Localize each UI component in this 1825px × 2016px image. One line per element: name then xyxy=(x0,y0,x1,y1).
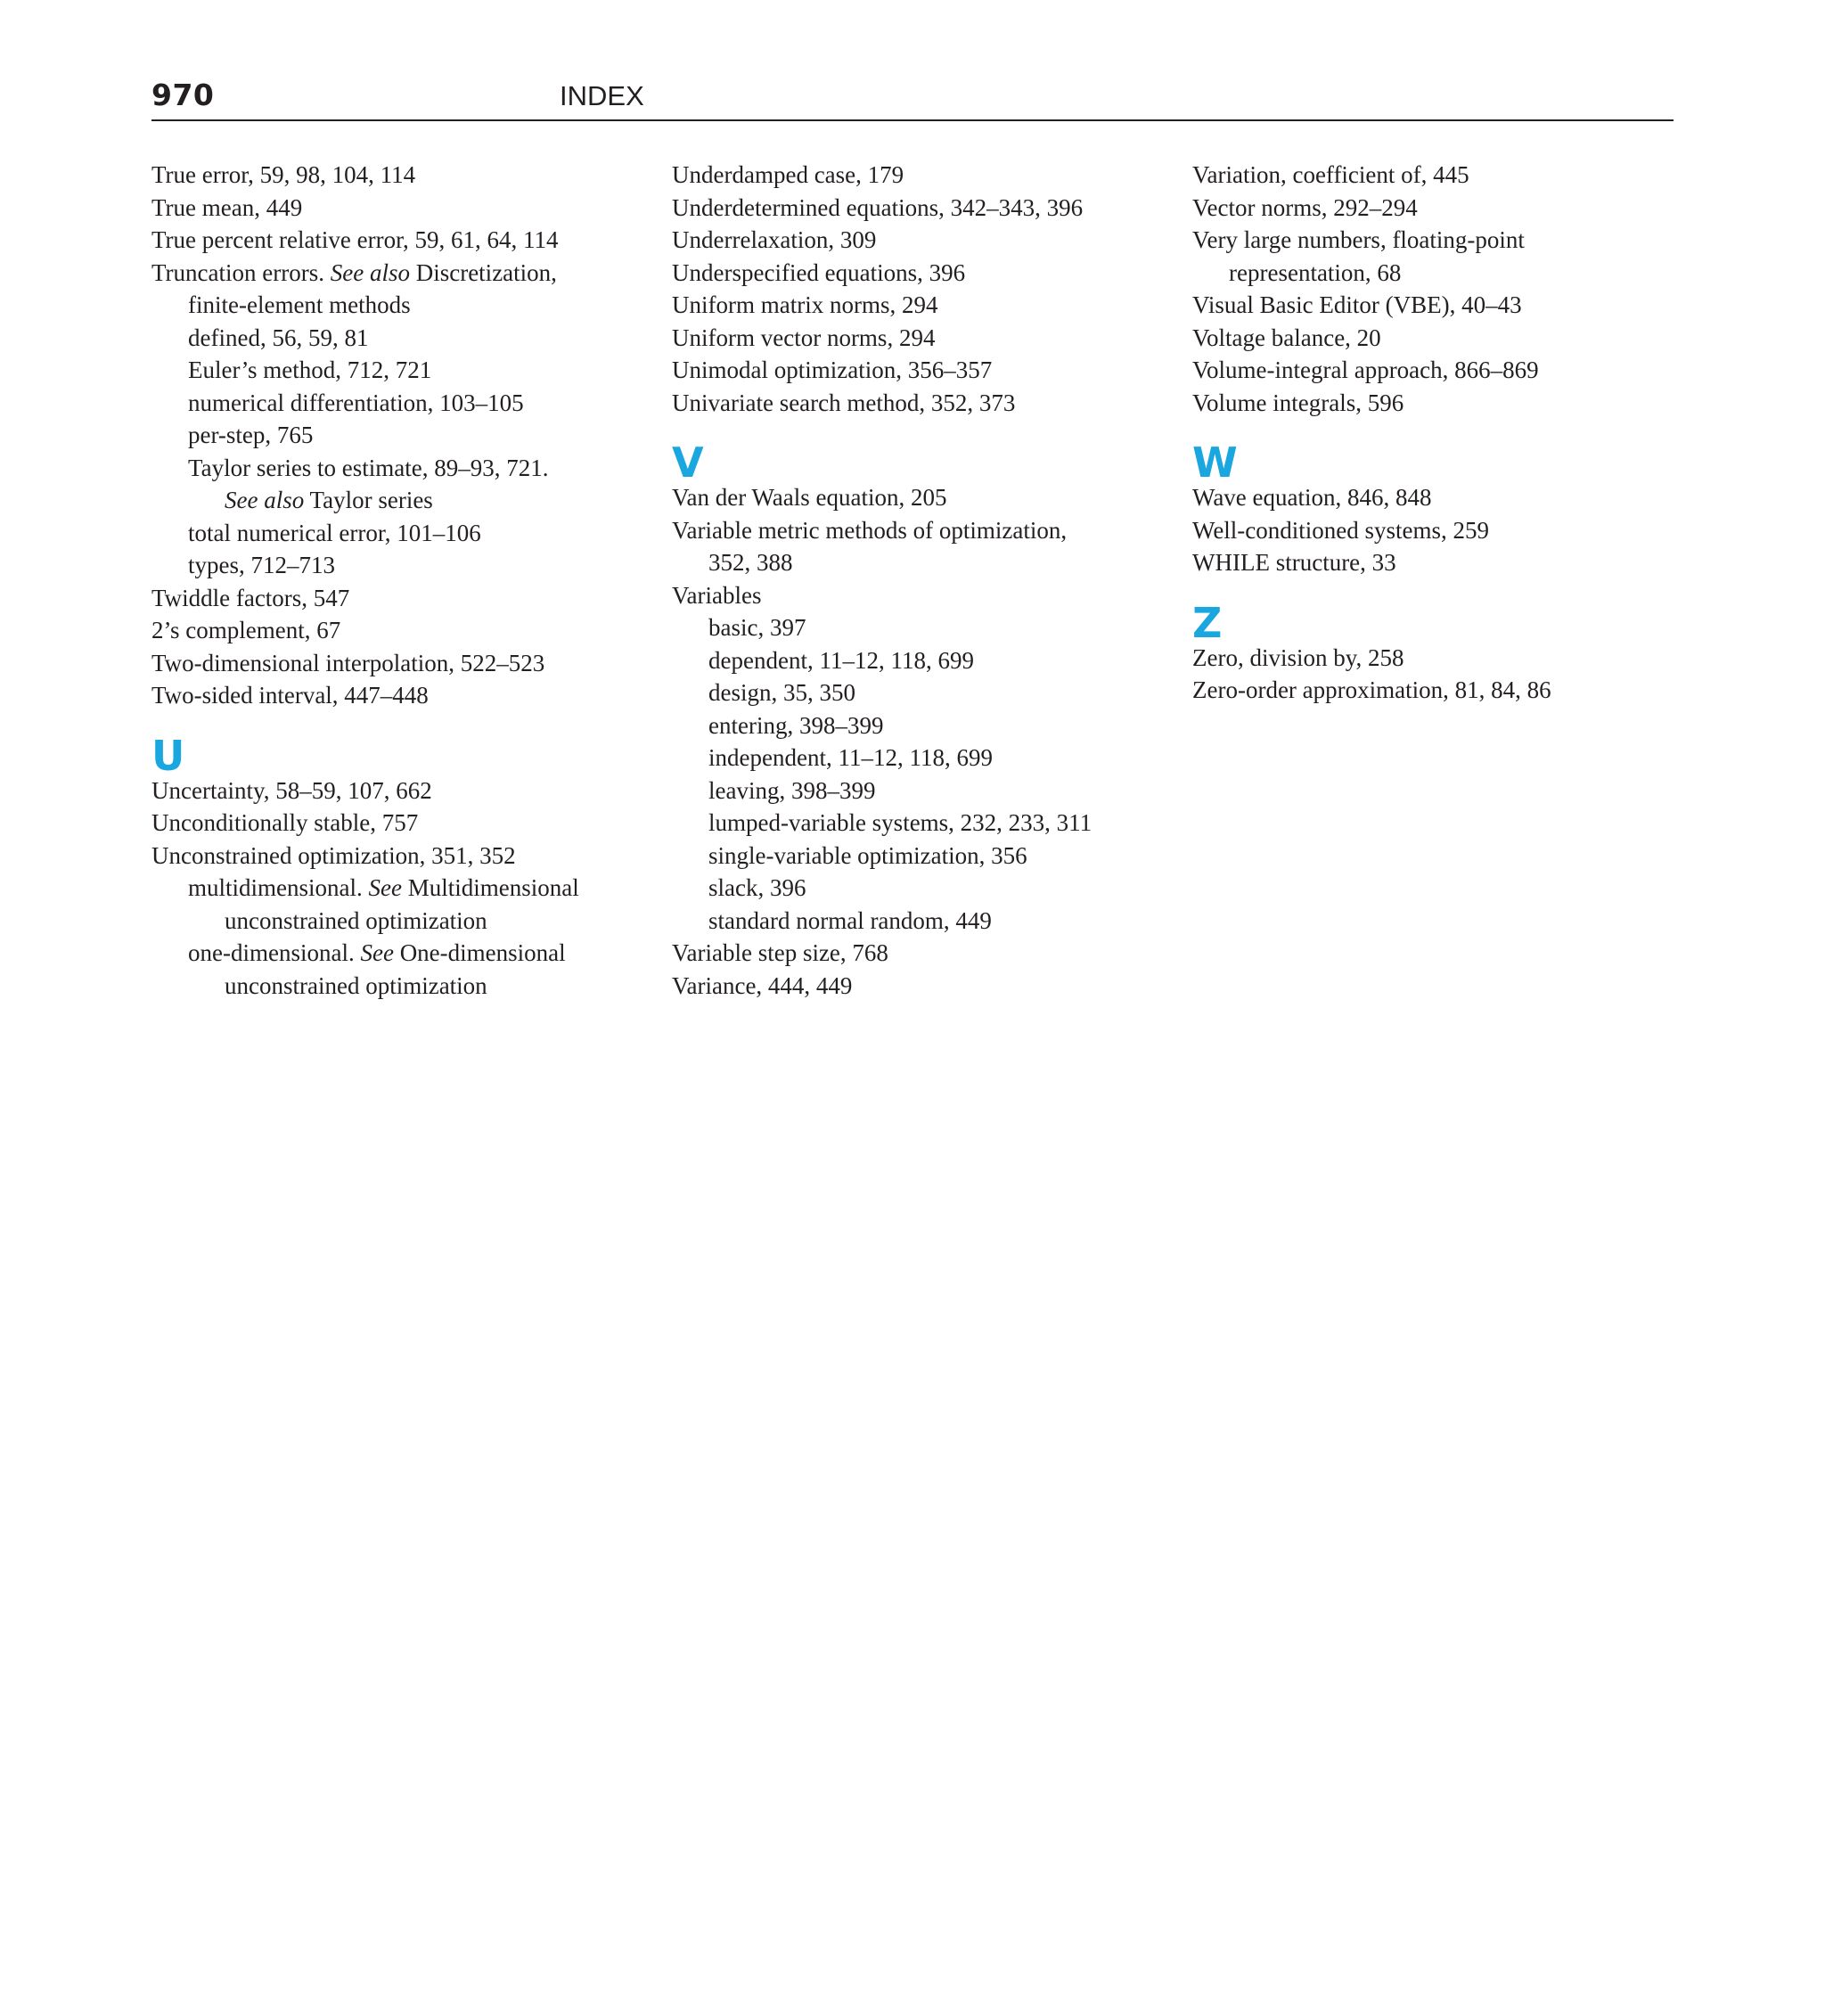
index-entry: Twiddle factors, 547 xyxy=(151,584,350,611)
index-subentry: slack, 396 xyxy=(708,874,806,901)
index-column-2 xyxy=(672,159,1171,1002)
index-subentry: total numerical error, 101–106 xyxy=(188,519,481,546)
index-entry xyxy=(151,257,651,290)
index-subentry: unconstrained optimization xyxy=(225,971,487,999)
index-entry: Variable step size, 768 xyxy=(672,939,888,966)
index-entry: Two-sided interval, 447–448 xyxy=(151,682,429,709)
index-entry: Uniform matrix norms, 294 xyxy=(672,291,938,318)
index-entry: Zero, division by, 258 xyxy=(1192,643,1404,671)
index-entry: Well-conditioned systems, 259 xyxy=(1192,516,1490,544)
index-entry: Volume-integral approach, 866–869 xyxy=(1192,356,1539,383)
index-subentry: unconstrained optimization xyxy=(225,906,487,934)
running-head: INDEX xyxy=(560,80,644,111)
index-entry: Underspecified equations, 396 xyxy=(672,258,966,286)
index-entry: 2’s complement, 67 xyxy=(151,617,341,643)
index-entry: True mean, 449 xyxy=(151,193,303,221)
index-entry: Underdetermined equations, 342–343, 396 xyxy=(672,193,1084,221)
index-entry: True percent relative error, 59, 61, 64, 114 xyxy=(151,226,559,253)
index-entry: Univariate search method, 352, 373 xyxy=(672,389,1016,416)
index-entry: Unimodal optimization, 356–357 xyxy=(672,356,993,383)
index-subentry: types, 712–713 xyxy=(188,552,335,578)
index-subentry: single-variable optimization, 356 xyxy=(708,841,1027,869)
index-entry: True error, 59, 98, 104, 114 xyxy=(151,161,416,188)
index-column-3 xyxy=(1192,159,1691,707)
page-number: 970 xyxy=(151,78,215,112)
index-entry: Two-dimensional interpolation, 522–523 xyxy=(151,649,545,676)
index-entry: Uncertainty, 58–59, 107, 662 xyxy=(151,776,432,804)
index-subentry: Euler’s method, 712, 721 xyxy=(188,356,432,383)
index-subentry xyxy=(151,937,651,970)
section-letter-v: V xyxy=(672,438,704,487)
entry-text: Truncation errors. xyxy=(151,258,331,286)
index-entry: Variables xyxy=(672,581,762,609)
page-header xyxy=(151,78,1674,121)
index-entry: Vector norms, 292–294 xyxy=(1192,193,1418,221)
index-subentry: lumped-variable systems, 232, 233, 311 xyxy=(708,809,1093,836)
index-subentry: dependent, 11–12, 118, 699 xyxy=(708,646,974,674)
index-subentry: leaving, 398–399 xyxy=(708,776,876,804)
index-entry: Wave equation, 846, 848 xyxy=(1192,484,1432,511)
entry-text: Discretization, xyxy=(409,258,557,286)
cross-reference: See xyxy=(360,939,394,966)
index-entry: Uniform vector norms, 294 xyxy=(672,324,936,351)
index-subentry: Taylor series to estimate, 89–93, 721. xyxy=(188,454,549,481)
entry-text: Multidimensional xyxy=(401,874,579,901)
index-entry: Visual Basic Editor (VBE), 40–43 xyxy=(1192,291,1522,318)
cross-reference: See also xyxy=(330,258,410,286)
cross-reference: See xyxy=(368,874,402,901)
index-entry: Variable metric methods of optimization, xyxy=(672,516,1068,544)
index-entry: Unconditionally stable, 757 xyxy=(151,809,419,836)
index-subentry: per-step, 765 xyxy=(188,422,314,448)
index-subentry xyxy=(151,872,651,905)
index-entry: Variation, coefficient of, 445 xyxy=(1192,161,1469,188)
index-entry: Underrelaxation, 309 xyxy=(672,226,877,253)
index-subentry: 352, 388 xyxy=(708,549,793,576)
entry-text: One-dimensional xyxy=(393,939,566,966)
section-letter-z: Z xyxy=(1192,598,1223,647)
index-entry: Van der Waals equation, 205 xyxy=(672,484,947,511)
index-subentry xyxy=(151,484,651,517)
section-letter-u: U xyxy=(151,731,185,780)
section-letter-w: W xyxy=(1192,438,1238,487)
index-entry: Volume integrals, 596 xyxy=(1192,389,1404,416)
index-entry: Voltage balance, 20 xyxy=(1192,324,1381,351)
index-subentry: standard normal random, 449 xyxy=(708,906,992,934)
index-subentry: independent, 11–12, 118, 699 xyxy=(708,744,993,771)
index-subentry: basic, 397 xyxy=(708,614,806,641)
entry-text: Taylor series xyxy=(304,487,433,513)
index-entry: Zero-order approximation, 81, 84, 86 xyxy=(1192,676,1551,703)
index-entry: WHILE structure, 33 xyxy=(1192,549,1396,576)
index-entry: Very large numbers, floating-point xyxy=(1192,226,1525,253)
index-subentry: defined, 56, 59, 81 xyxy=(188,324,369,351)
index-entry: Unconstrained optimization, 351, 352 xyxy=(151,841,516,869)
index-entry: Underdamped case, 179 xyxy=(672,161,904,188)
index-subentry: representation, 68 xyxy=(1229,258,1402,286)
index-entry: Variance, 444, 449 xyxy=(672,971,853,999)
index-subentry: finite-element methods xyxy=(188,291,411,318)
index-column-1 xyxy=(151,159,651,1002)
cross-reference: See also xyxy=(225,487,305,513)
entry-text: one-dimensional. xyxy=(188,939,361,966)
entry-text: multidimensional. xyxy=(188,874,369,901)
index-subentry: design, 35, 350 xyxy=(708,679,855,706)
index-subentry: numerical differentiation, 103–105 xyxy=(188,389,524,416)
index-subentry: entering, 398–399 xyxy=(708,711,884,739)
